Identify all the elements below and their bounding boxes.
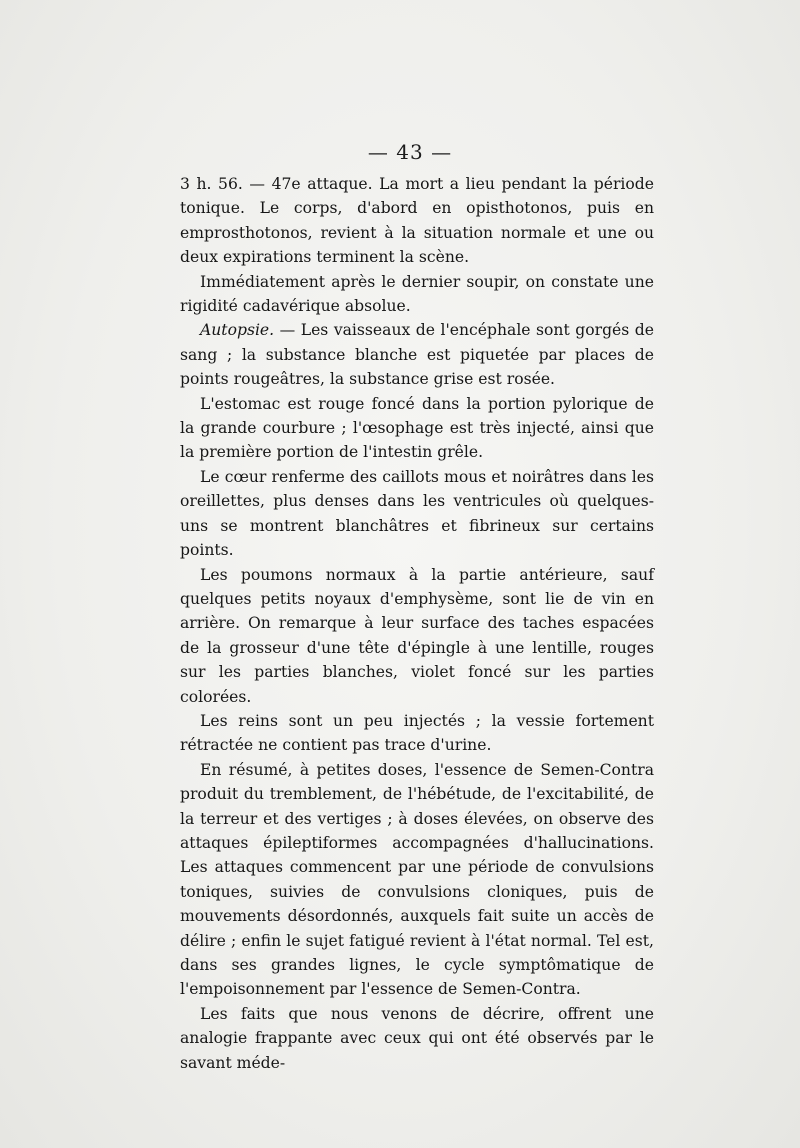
paragraph-summary: En résumé, à petites doses, l'essence de Semen-Contra produit du tremblement, de l'hébétude, de l'excitabilité, de la terreur et des vertiges ; à doses élevées, on observe des attaques épileptiformes accompagnées d'hallucinations. Les attaques commencent par une période de convulsions toniques, suivies de convulsions cloniques, puis de mouvements désordonnés, auxquels fait suite un accès de délire ; enfin le sujet fatigué revient à l'état normal. Tel est, dans ses grandes lignes, le cycle symptômatique de l'empoisonnement par l'essence de Semen-Contra. — [180, 760, 654, 999]
paragraph-stomach: L'estomac est rouge foncé dans la portion pylorique de la grande courbure ; l'œsophage est très injecté, ainsi que la première portion de l'intestin grêle. — [180, 394, 654, 462]
paragraph-rigidity: Immédiatement après le dernier soupir, on constate une rigidité cadavérique absolue. — [180, 272, 654, 316]
body-text — [180, 172, 654, 1075]
page-number: — 43 — — [367, 140, 453, 164]
paragraph-attack-47: 3 h. 56. — 47e attaque. La mort a lieu pendant la période tonique. Le corps, d'abord en opisthotonos, puis en emprosthotonos, revient à la situation normale et une ou deux expirations terminent la scène. — [180, 175, 654, 267]
autopsy-text: — Les vaisseaux de l'encéphale sont gorgés de sang ; la substance blanche est piquetée par places de points rougeâtres, la substance grise est rosée. — [180, 321, 654, 389]
paragraph-analogy: Les faits que nous venons de décrire, offrent une analogie frappante avec ceux qui ont été observés par le savant méde- — [180, 1004, 654, 1072]
paragraph-heart: Le cœur renferme des caillots mous et noirâtres dans les oreillettes, plus denses dans les ventricules où quelques-uns se montrent blanchâtres et fibrineux sur certains points. — [180, 467, 654, 560]
paragraph-autopsy — [180, 318, 654, 391]
paragraph-kidneys: Les reins sont un peu injectés ; la vessie fortement rétractée ne contient pas trace d'urine. — [180, 711, 654, 755]
autopsy-label: Autopsie. — [200, 321, 275, 340]
paragraph-lungs: Les poumons normaux à la partie antérieure, sauf quelques petits noyaux d'emphysème, sont lie de vin en arrière. On remarque à leur surface des taches espacées de la grosseur d'une tête d'épingle à une lentille, rouges sur les parties blanches, violet foncé sur les parties colorées. — [180, 565, 654, 706]
